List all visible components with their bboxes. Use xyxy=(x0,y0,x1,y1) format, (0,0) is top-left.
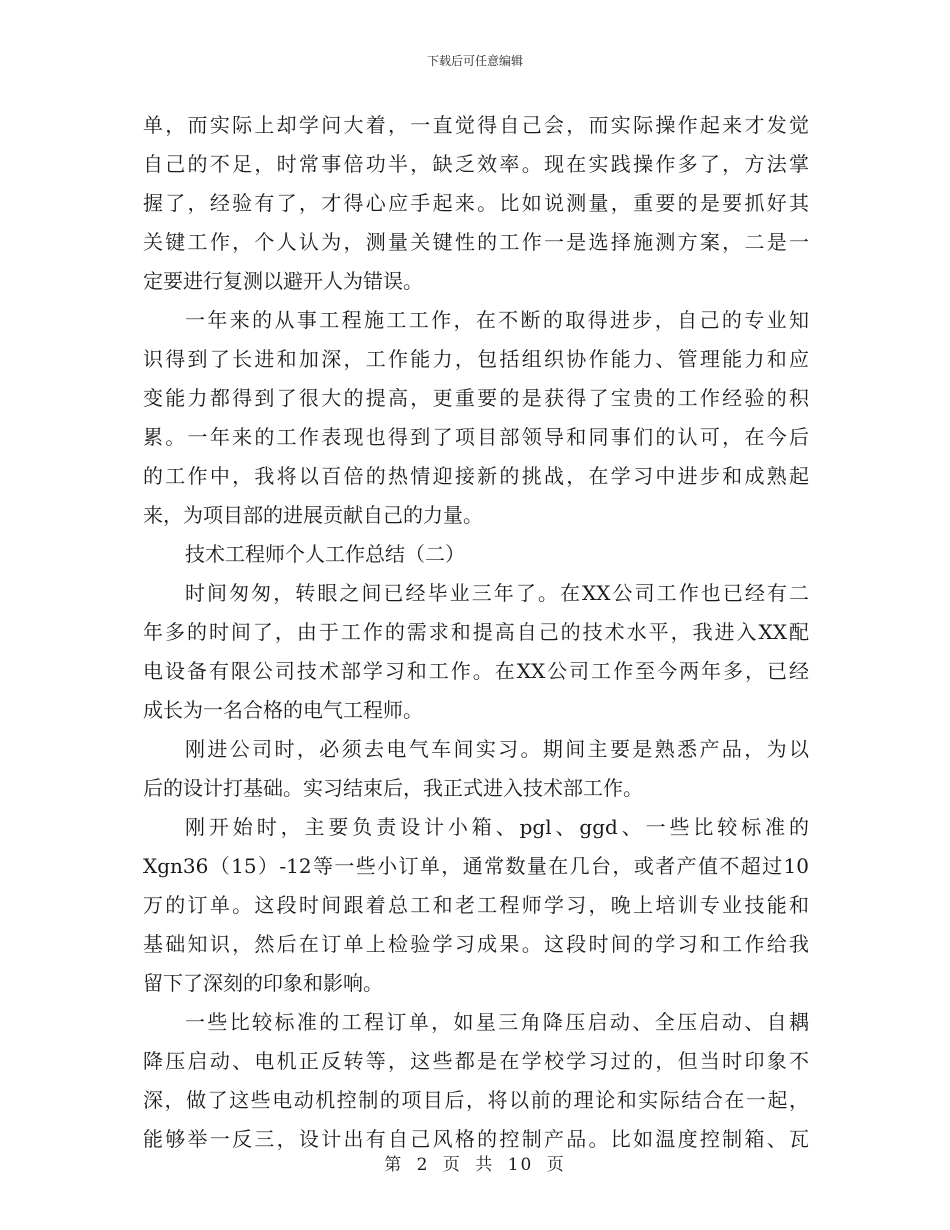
text-line: 来，为项目部的进展贡献自己的力量。 xyxy=(143,503,483,527)
text-line: 成长为一名合格的电气工程师。 xyxy=(143,698,423,722)
text-line: 时间匆匆，转眼之间已经毕业三年了。在XX公司工作也已经有二 xyxy=(185,581,809,605)
text-line: 年多的时间了，由于工作的需求和提高自己的技术水平，我进入XX配 xyxy=(143,620,809,644)
text-line: 定要进行复测以避开人为错误。 xyxy=(143,269,423,293)
document-body xyxy=(143,106,809,1159)
text-line: 后的设计打基础。实习结束后，我正式进入技术部工作。 xyxy=(143,776,643,800)
text-line: 一年来的从事工程施工工作，在不断的取得进步，自己的专业知 xyxy=(185,308,809,332)
text-line: 的工作中，我将以百倍的热情迎接新的挑战，在学习中进步和成熟起 xyxy=(143,464,809,488)
text-line: 留下了深刻的印象和影响。 xyxy=(143,971,383,995)
text-line: 握了，经验有了，才得心应手起来。比如说测量，重要的是要抓好其 xyxy=(143,191,809,215)
text-line: Xgn36（15）-12等一些小订单，通常数量在几台，或者产值不超过10 xyxy=(143,854,809,878)
text-line: 刚开始时，主要负责设计小箱、pgl、ggd、一些比较标准的 xyxy=(185,815,809,839)
text-line: 累。一年来的工作表现也得到了项目部领导和同事们的认可，在今后 xyxy=(143,425,809,449)
text-line: 单，而实际上却学问大着，一直觉得自己会，而实际操作起来才发觉 xyxy=(143,113,809,137)
text-line: 降压启动、电机正反转等，这些都是在学校学习过的，但当时印象不 xyxy=(143,1049,809,1073)
text-line: 自己的不足，时常事倍功半，缺乏效率。现在实践操作多了，方法掌 xyxy=(143,152,809,176)
text-line: 变能力都得到了很大的提高，更重要的是获得了宝贵的工作经验的积 xyxy=(143,386,809,410)
text-line: 识得到了长进和加深，工作能力，包括组织协作能力、管理能力和应 xyxy=(143,347,809,371)
text-line: 电设备有限公司技术部学习和工作。在XX公司工作至今两年多，已经 xyxy=(143,659,809,683)
text-line: 一些比较标准的工程订单，如星三角降压启动、全压启动、自耦 xyxy=(185,1010,809,1034)
page-footer: 第 2 页 共 10 页 xyxy=(384,1155,566,1175)
text-line: 能够举一反三，设计出有自己风格的控制产品。比如温度控制箱、瓦 xyxy=(143,1127,809,1151)
text-line: 万的订单。这段时间跟着总工和老工程师学习，晚上培训专业技能和 xyxy=(143,893,809,917)
text-line: 基础知识，然后在订单上检验学习成果。这段时间的学习和工作给我 xyxy=(143,932,809,956)
text-line: 深，做了这些电动机控制的项目后，将以前的理论和实际结合在一起， xyxy=(143,1088,809,1112)
text-line: 刚进公司时，必须去电气车间实习。期间主要是熟悉产品，为以 xyxy=(185,737,809,761)
page-header: 下载后可任意编辑 xyxy=(426,54,523,68)
text-line: 技术工程师个人工作总结（二） xyxy=(185,542,465,566)
text-line: 关键工作，个人认为，测量关键性的工作一是选择施测方案，二是一 xyxy=(143,230,809,254)
